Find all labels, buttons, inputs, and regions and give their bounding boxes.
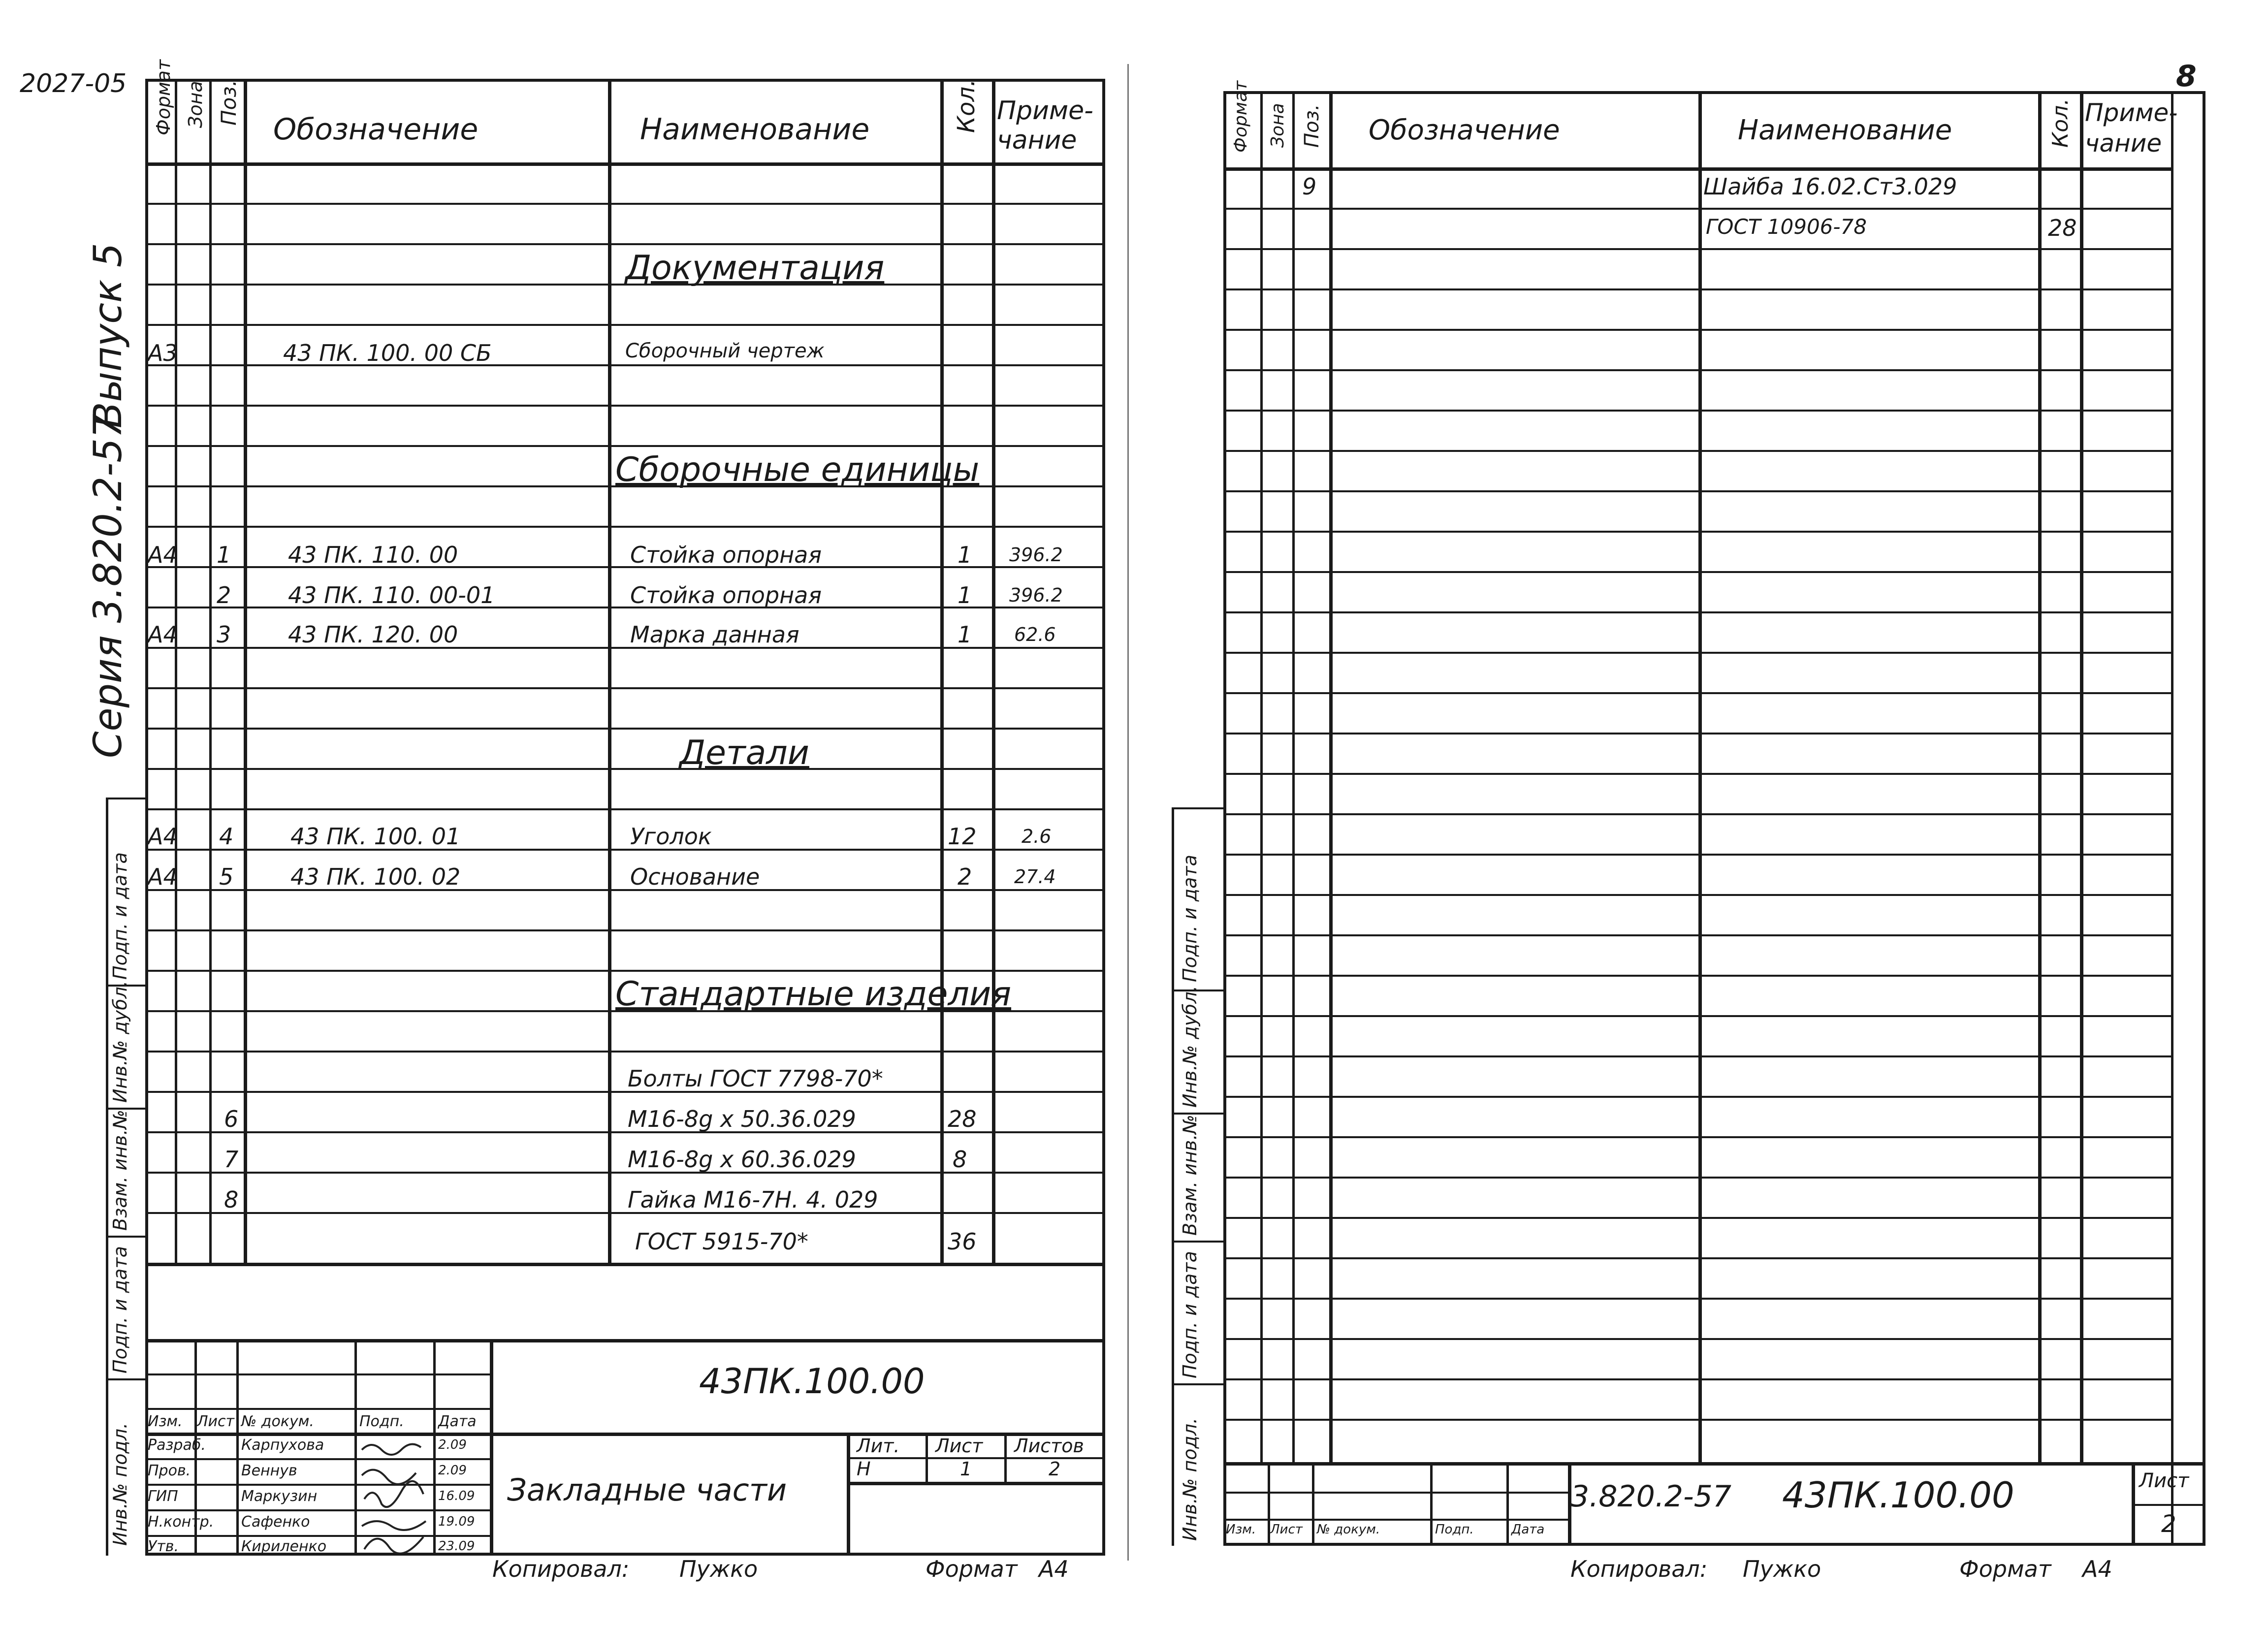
- row-note: 396.2: [1009, 584, 1063, 606]
- stamp-inv-dubl: Инв.№ дубл.: [1179, 986, 1201, 1108]
- title-listov-label: Листов: [1014, 1435, 1084, 1457]
- header-note-2: чание: [997, 126, 1077, 155]
- person-role: ГИП: [148, 1488, 178, 1505]
- title-doc-title: Закладные части: [507, 1472, 787, 1508]
- person-name: Карпухова: [241, 1436, 324, 1454]
- row-pos: 1: [217, 542, 231, 568]
- row-name: Уголок: [630, 823, 712, 850]
- row-designation: 43 ПК. 110. 00-01: [288, 582, 495, 608]
- row-qty: 28: [2048, 215, 2077, 241]
- person-role: Разраб.: [148, 1436, 206, 1454]
- footer-copied-by: Копировал:: [492, 1556, 630, 1582]
- right-col-list: Лист: [1270, 1522, 1303, 1537]
- right-footer-format-label: Формат: [1959, 1556, 2051, 1582]
- right-frame: [1223, 91, 2205, 1546]
- row-pos: 9: [1302, 173, 1317, 200]
- row-format: А4: [148, 823, 178, 850]
- title-doc-code: 43ПК.100.00: [699, 1361, 925, 1402]
- section-parts: Детали: [679, 734, 809, 772]
- center-divider: [1127, 64, 1129, 1561]
- row-name: Марка данная: [630, 621, 799, 648]
- right-list-label: Лист: [2139, 1469, 2189, 1492]
- row-designation: 43 ПК. 100. 00 СБ: [283, 340, 492, 366]
- header-qty: Кол.: [953, 79, 980, 133]
- title-col-list: Лист: [197, 1413, 235, 1430]
- header-name: Наименование: [640, 112, 870, 147]
- row-name: Болты ГОСТ 7798-70*: [628, 1065, 883, 1092]
- footer-copier: Пужко: [679, 1556, 758, 1582]
- row-name: Сборочный чертеж: [625, 340, 825, 362]
- page-number: 8: [2176, 59, 2197, 94]
- row-note: 27.4: [1014, 866, 1056, 888]
- signatures-graphic: [357, 1435, 431, 1553]
- title-lit-label: Лит.: [857, 1435, 900, 1457]
- right-series-code: 3.820.2-57: [1570, 1479, 1732, 1514]
- side-series: Серия 3.820.2-57: [86, 414, 130, 758]
- row-qty: 1: [958, 621, 972, 648]
- person-name: Маркузин: [241, 1488, 318, 1505]
- row-name: Стойка опорная: [630, 582, 822, 608]
- row-designation: 43 ПК. 100. 01: [290, 823, 461, 850]
- row-name: М16-8g х 60.36.029: [628, 1146, 856, 1173]
- right-doc-code: 43ПК.100.00: [1782, 1474, 2014, 1516]
- person-date: 16.09: [438, 1489, 475, 1503]
- title-col-data: Дата: [438, 1413, 477, 1430]
- title-lit-value: Н: [857, 1458, 871, 1480]
- right-col-izm: Изм.: [1226, 1522, 1256, 1537]
- person-date: 2.09: [438, 1463, 467, 1478]
- person-role: Пров.: [148, 1462, 191, 1479]
- left-frame: [145, 79, 1105, 1556]
- header-format: Формат: [153, 59, 174, 135]
- stamp-inv-podl: Инв.№ подл.: [1179, 1417, 1201, 1541]
- row-format: А3: [148, 340, 178, 366]
- row-note: 396.2: [1009, 544, 1063, 566]
- section-standard: Стандартные изделия: [615, 975, 1012, 1014]
- title-list-label: Лист: [935, 1435, 983, 1457]
- title-col-podp: Подп.: [359, 1413, 404, 1430]
- row-note: 2.6: [1022, 826, 1052, 847]
- row-pos: 4: [219, 823, 234, 850]
- row-pos: 3: [217, 621, 231, 648]
- row-name: Гайка М16-7Н. 4. 029: [628, 1186, 878, 1213]
- row-name: Шайба 16.02.Ст3.029: [1703, 173, 1957, 200]
- title-listov-value: 2: [1049, 1458, 1061, 1480]
- right-col-podp: Подп.: [1435, 1522, 1474, 1537]
- row-qty: 1: [958, 582, 972, 608]
- row-qty: 12: [948, 823, 977, 850]
- person-name: Кириленко: [241, 1538, 327, 1555]
- row-pos: 5: [219, 863, 234, 890]
- section-assemblies: Сборочные единицы: [615, 450, 980, 489]
- right-footer-format-value: А4: [2082, 1556, 2112, 1582]
- title-col-ndok: № докум.: [241, 1413, 314, 1430]
- row-qty: 28: [948, 1106, 977, 1132]
- right-list-value: 2: [2161, 1510, 2176, 1538]
- person-role: Н.контр.: [148, 1513, 214, 1531]
- row-pos: 8: [224, 1186, 239, 1213]
- title-list-value: 1: [960, 1458, 972, 1480]
- row-pos: 6: [224, 1106, 239, 1132]
- title-col-izm: Изм.: [148, 1413, 183, 1430]
- right-footer-copied-by: Копировал:: [1570, 1556, 1708, 1582]
- footer-format-value: А4: [1039, 1556, 1069, 1582]
- row-format: А4: [148, 542, 178, 568]
- row-name: Основание: [630, 863, 760, 890]
- header-designation: Обозначение: [1369, 114, 1560, 146]
- person-name: Сафенко: [241, 1513, 310, 1531]
- header-note-2: чание: [2085, 129, 2162, 158]
- side-issue: Выпуск 5: [86, 243, 130, 428]
- row-note: 62.6: [1014, 624, 1056, 645]
- header-note-1: Приме-: [997, 96, 1093, 126]
- person-date: 19.09: [438, 1514, 475, 1529]
- right-footer-copier: Пужко: [1743, 1556, 1821, 1582]
- person-date: 23.09: [438, 1539, 475, 1554]
- header-pos: Поз.: [1301, 104, 1323, 148]
- header-designation: Обозначение: [273, 112, 479, 147]
- row-designation: 43 ПК. 120. 00: [288, 621, 458, 648]
- top-left-number: 2027-05: [20, 69, 127, 98]
- row-pos: 2: [217, 582, 231, 608]
- footer-format-label: Формат: [926, 1556, 1018, 1582]
- stamp-inv-podl: Инв.№ подл.: [109, 1422, 131, 1546]
- row-designation: 43 ПК. 100. 02: [290, 863, 461, 890]
- row-name: Стойка опорная: [630, 542, 822, 568]
- row-format: А4: [148, 863, 178, 890]
- row-qty: 1: [958, 542, 972, 568]
- row-name: М16-8g х 50.36.029: [628, 1106, 856, 1132]
- row-qty: 36: [948, 1228, 977, 1255]
- stamp-podp-data-2: Подп. и дата: [109, 1246, 131, 1373]
- stamp-inv-dubl: Инв.№ дубл.: [109, 981, 131, 1103]
- header-zone: Зона: [1268, 103, 1288, 148]
- row-qty: 8: [953, 1146, 967, 1173]
- stamp-podp-data: Подп. и дата: [1179, 855, 1201, 982]
- header-name: Наименование: [1738, 114, 1952, 146]
- person-name: Веннув: [241, 1462, 297, 1479]
- row-pos: 7: [224, 1146, 239, 1173]
- right-col-ndok: № докум.: [1317, 1522, 1380, 1537]
- section-documentation: Документация: [625, 249, 885, 287]
- right-col-data: Дата: [1511, 1522, 1545, 1537]
- row-designation: 43 ПК. 110. 00: [288, 542, 458, 568]
- row-name: ГОСТ 10906-78: [1706, 215, 1867, 239]
- person-date: 2.09: [438, 1437, 467, 1452]
- stamp-vzam-inv: Взам. инв.№: [109, 1110, 131, 1231]
- row-name: ГОСТ 5915-70*: [635, 1228, 808, 1255]
- header-zone: Зона: [185, 81, 206, 128]
- stamp-podp-data: Подп. и дата: [109, 852, 131, 980]
- header-format: Формат: [1231, 80, 1251, 153]
- header-note-1: Приме-: [2085, 98, 2178, 127]
- header-pos: Поз.: [217, 80, 241, 126]
- row-format: А4: [148, 621, 178, 648]
- stamp-podp-data-2: Подп. и дата: [1179, 1251, 1201, 1378]
- row-qty: 2: [958, 863, 972, 890]
- header-qty: Кол.: [2048, 98, 2073, 148]
- person-role: Утв.: [148, 1538, 179, 1555]
- stamp-vzam-inv: Взам. инв.№: [1179, 1115, 1201, 1236]
